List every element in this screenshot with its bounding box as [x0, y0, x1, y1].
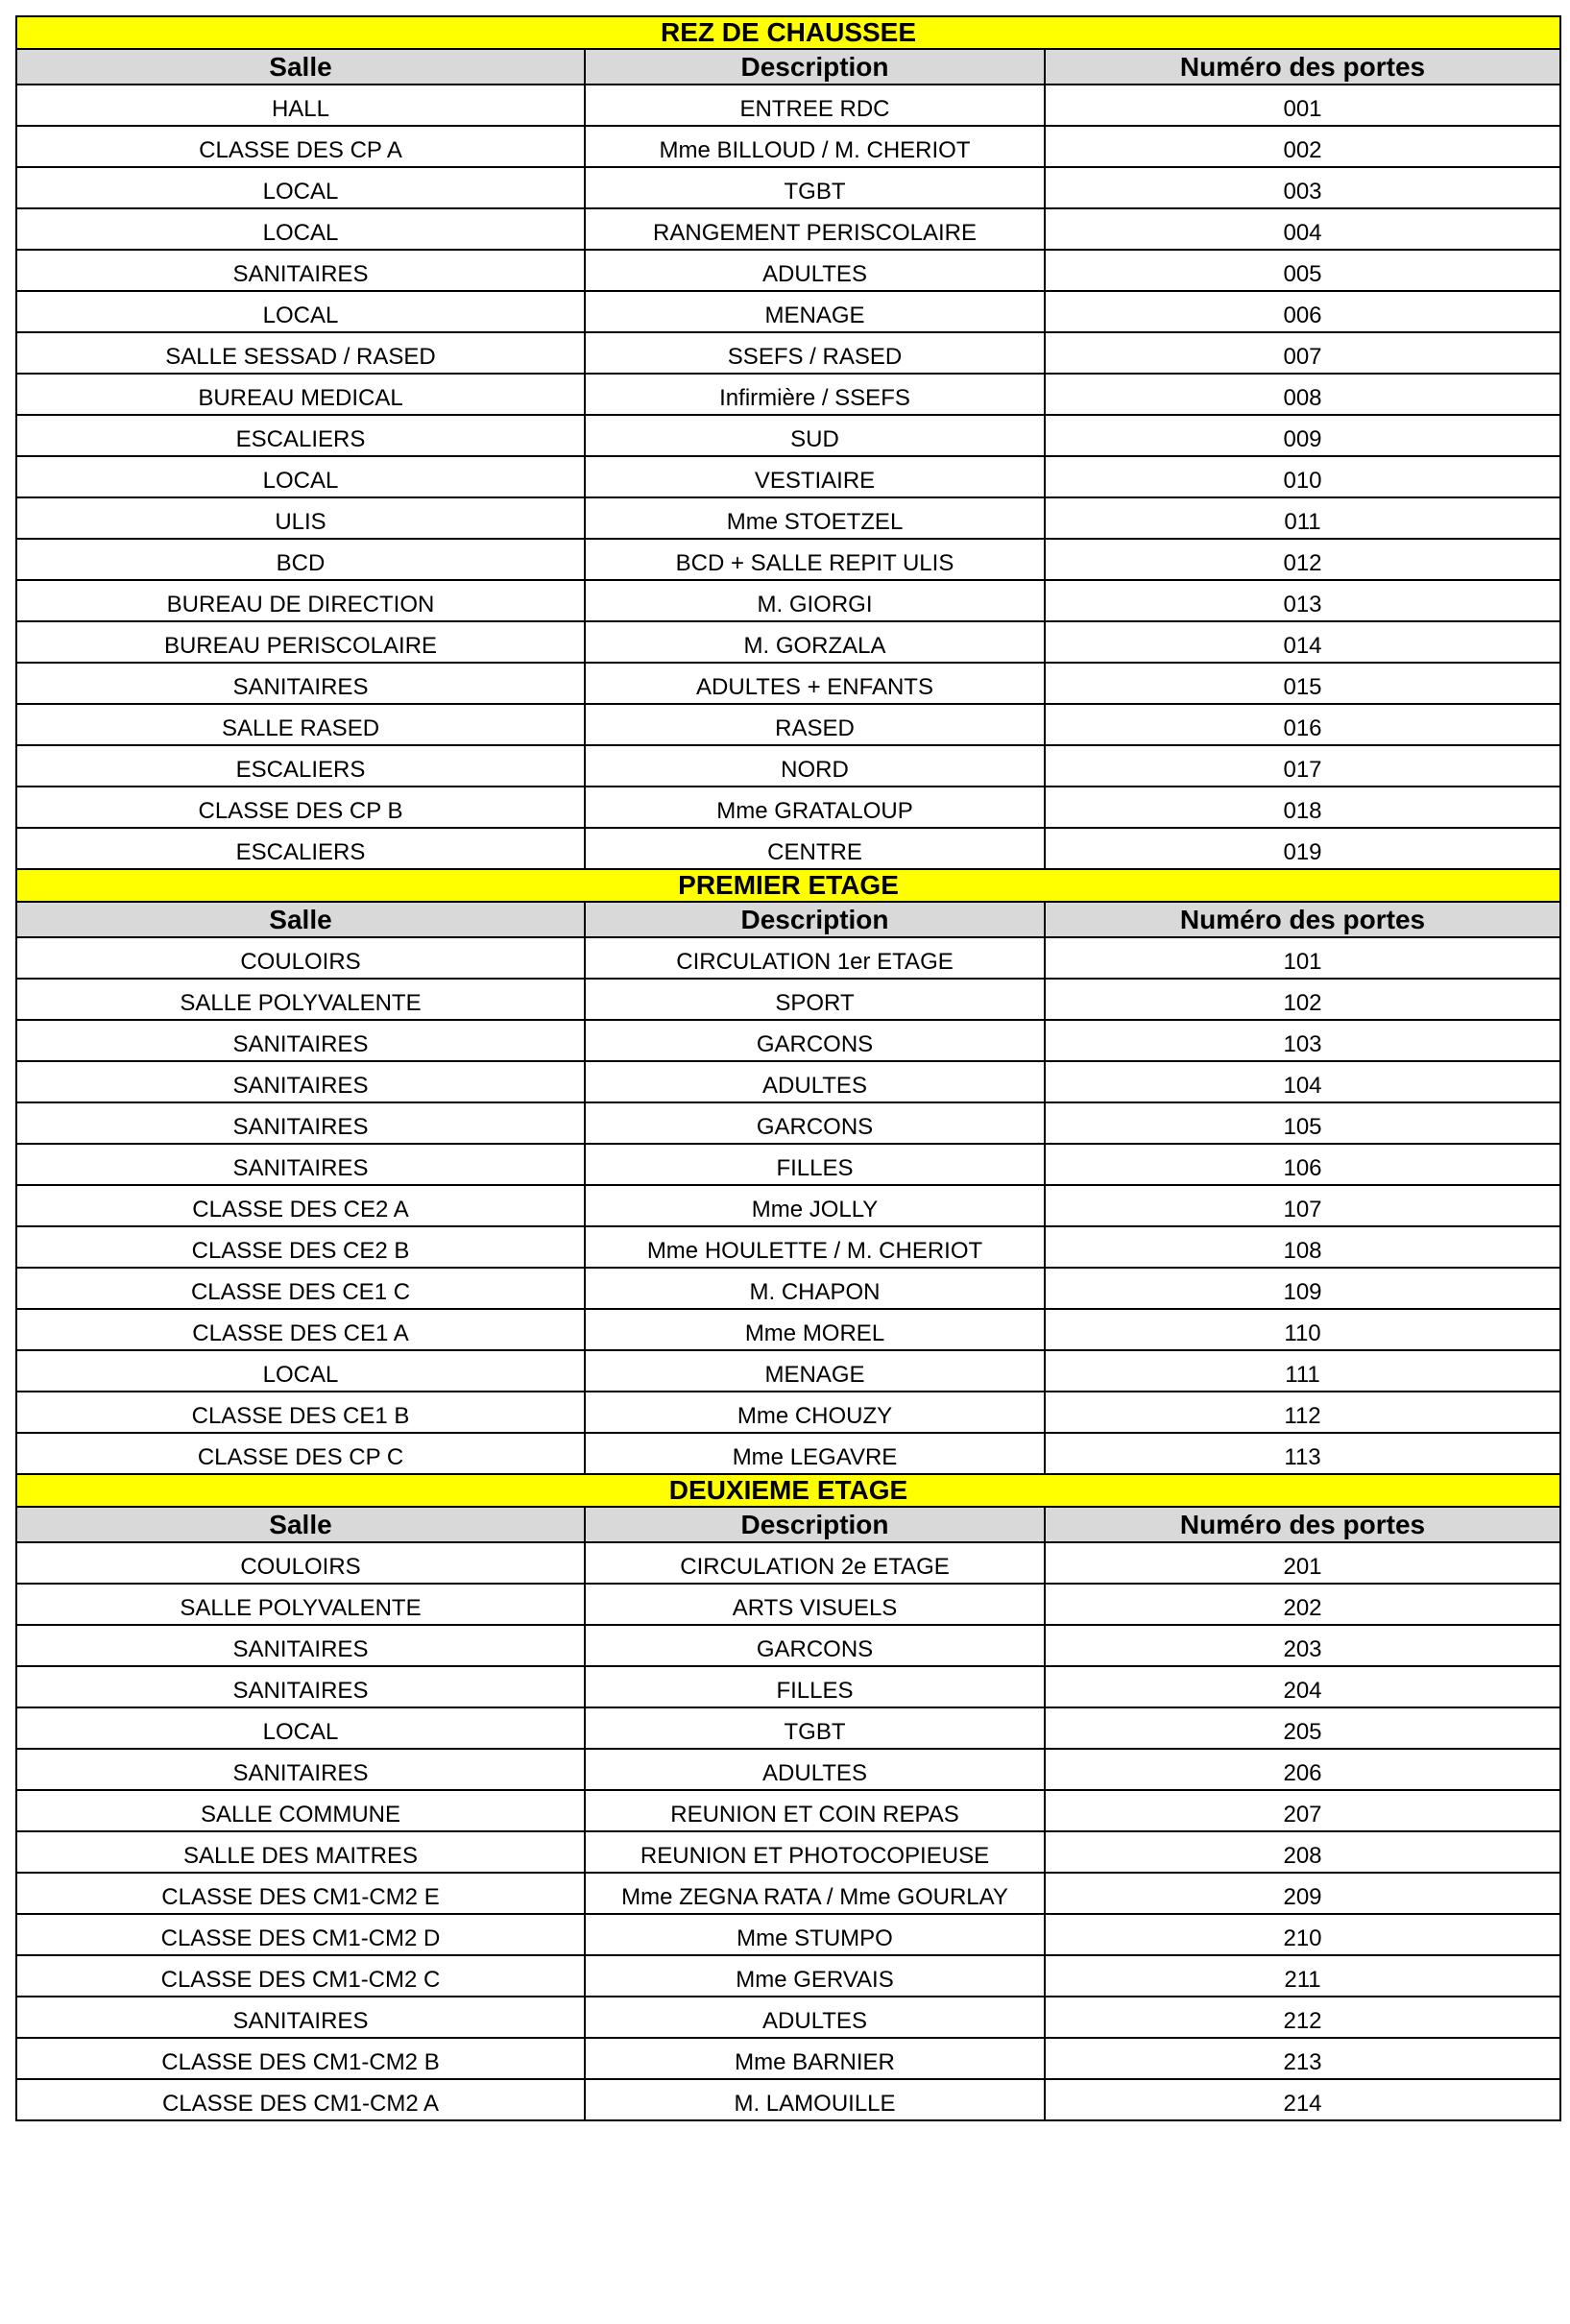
cell-salle: LOCAL — [16, 167, 585, 208]
table-row — [16, 497, 1560, 539]
section-title: REZ DE CHAUSSEE — [16, 16, 1560, 49]
cell-salle: SANITAIRES — [16, 1102, 585, 1144]
header-salle: Salle — [16, 1507, 585, 1542]
cell-salle: SANITAIRES — [16, 1666, 585, 1707]
cell-description: Mme LEGAVRE — [585, 1433, 1045, 1474]
section-title: PREMIER ETAGE — [16, 869, 1560, 902]
cell-numero: 005 — [1045, 250, 1560, 291]
table-row — [16, 580, 1560, 621]
table-row — [16, 1433, 1560, 1474]
cell-salle: SANITAIRES — [16, 1625, 585, 1666]
cell-description: RANGEMENT PERISCOLAIRE — [585, 208, 1045, 250]
cell-salle: SANITAIRES — [16, 1020, 585, 1061]
cell-numero: 011 — [1045, 497, 1560, 539]
cell-numero: 212 — [1045, 1997, 1560, 2038]
cell-numero: 106 — [1045, 1144, 1560, 1185]
cell-description: NORD — [585, 745, 1045, 787]
table-row — [16, 1268, 1560, 1309]
cell-numero: 107 — [1045, 1185, 1560, 1226]
cell-description: GARCONS — [585, 1020, 1045, 1061]
table-row — [16, 456, 1560, 497]
cell-salle: BUREAU PERISCOLAIRE — [16, 621, 585, 663]
cell-description: Mme BARNIER — [585, 2038, 1045, 2079]
table-row — [16, 1144, 1560, 1185]
cell-description: ENTREE RDC — [585, 85, 1045, 126]
table-row — [16, 979, 1560, 1020]
cell-numero: 204 — [1045, 1666, 1560, 1707]
cell-salle: ULIS — [16, 497, 585, 539]
table-row — [16, 745, 1560, 787]
cell-description: Mme GRATALOUP — [585, 787, 1045, 828]
cell-salle: ESCALIERS — [16, 828, 585, 869]
cell-description: M. GORZALA — [585, 621, 1045, 663]
cell-salle: ESCALIERS — [16, 745, 585, 787]
cell-numero: 015 — [1045, 663, 1560, 704]
section-title-row — [16, 1474, 1560, 1507]
cell-description: Mme JOLLY — [585, 1185, 1045, 1226]
cell-description: GARCONS — [585, 1625, 1045, 1666]
table-row — [16, 1831, 1560, 1873]
table-row — [16, 1997, 1560, 2038]
table-row — [16, 1584, 1560, 1625]
table-row — [16, 787, 1560, 828]
table-row — [16, 1309, 1560, 1350]
cell-salle: LOCAL — [16, 1350, 585, 1392]
cell-description: SSEFS / RASED — [585, 332, 1045, 374]
table-row — [16, 1061, 1560, 1102]
cell-numero: 203 — [1045, 1625, 1560, 1666]
table-row — [16, 1707, 1560, 1749]
table-row — [16, 250, 1560, 291]
cell-numero: 213 — [1045, 2038, 1560, 2079]
table-row — [16, 828, 1560, 869]
table-row — [16, 1020, 1560, 1061]
cell-salle: BUREAU MEDICAL — [16, 374, 585, 415]
header-salle: Salle — [16, 49, 585, 85]
cell-description: ADULTES — [585, 1061, 1045, 1102]
table-row — [16, 1542, 1560, 1584]
cell-salle: CLASSE DES CE1 C — [16, 1268, 585, 1309]
column-header-row — [16, 1507, 1560, 1542]
cell-numero: 211 — [1045, 1955, 1560, 1997]
door-numbers-table — [15, 15, 1561, 2121]
cell-numero: 019 — [1045, 828, 1560, 869]
cell-salle: CLASSE DES CM1-CM2 B — [16, 2038, 585, 2079]
cell-numero: 110 — [1045, 1309, 1560, 1350]
table-row — [16, 1102, 1560, 1144]
cell-salle: SALLE POLYVALENTE — [16, 1584, 585, 1625]
cell-salle: LOCAL — [16, 291, 585, 332]
cell-salle: BCD — [16, 539, 585, 580]
table-row — [16, 937, 1560, 979]
table-row — [16, 1625, 1560, 1666]
cell-description: Mme MOREL — [585, 1309, 1045, 1350]
cell-description: TGBT — [585, 167, 1045, 208]
header-description: Description — [585, 902, 1045, 937]
cell-numero: 112 — [1045, 1392, 1560, 1433]
cell-numero: 201 — [1045, 1542, 1560, 1584]
cell-description: BCD + SALLE REPIT ULIS — [585, 539, 1045, 580]
cell-description: ARTS VISUELS — [585, 1584, 1045, 1625]
cell-numero: 003 — [1045, 167, 1560, 208]
table-row — [16, 1226, 1560, 1268]
cell-salle: SANITAIRES — [16, 1144, 585, 1185]
cell-salle: SANITAIRES — [16, 1061, 585, 1102]
table-row — [16, 208, 1560, 250]
cell-numero: 113 — [1045, 1433, 1560, 1474]
cell-numero: 004 — [1045, 208, 1560, 250]
header-description: Description — [585, 1507, 1045, 1542]
table-row — [16, 415, 1560, 456]
cell-salle: SALLE POLYVALENTE — [16, 979, 585, 1020]
cell-description: Mme ZEGNA RATA / Mme GOURLAY — [585, 1873, 1045, 1914]
cell-numero: 208 — [1045, 1831, 1560, 1873]
cell-numero: 103 — [1045, 1020, 1560, 1061]
table-row — [16, 2038, 1560, 2079]
cell-description: Mme STOETZEL — [585, 497, 1045, 539]
table-row — [16, 1873, 1560, 1914]
cell-salle: SALLE COMMUNE — [16, 1790, 585, 1831]
table-row — [16, 1185, 1560, 1226]
table-row — [16, 1666, 1560, 1707]
section-title-row — [16, 16, 1560, 49]
cell-salle: LOCAL — [16, 456, 585, 497]
table-row — [16, 374, 1560, 415]
cell-numero: 108 — [1045, 1226, 1560, 1268]
cell-numero: 202 — [1045, 1584, 1560, 1625]
header-numero: Numéro des portes — [1045, 1507, 1560, 1542]
table-row — [16, 2079, 1560, 2120]
cell-description: ADULTES — [585, 1997, 1045, 2038]
table-row — [16, 167, 1560, 208]
cell-salle: CLASSE DES CM1-CM2 A — [16, 2079, 585, 2120]
cell-salle: SANITAIRES — [16, 1997, 585, 2038]
cell-numero: 012 — [1045, 539, 1560, 580]
table-body — [16, 16, 1560, 2120]
section-title-row — [16, 869, 1560, 902]
cell-description: Mme BILLOUD / M. CHERIOT — [585, 126, 1045, 167]
cell-salle: BUREAU DE DIRECTION — [16, 580, 585, 621]
table-row — [16, 85, 1560, 126]
cell-description: FILLES — [585, 1666, 1045, 1707]
cell-numero: 102 — [1045, 979, 1560, 1020]
cell-description: REUNION ET COIN REPAS — [585, 1790, 1045, 1831]
cell-numero: 002 — [1045, 126, 1560, 167]
cell-salle: LOCAL — [16, 1707, 585, 1749]
cell-description: Mme STUMPO — [585, 1914, 1045, 1955]
cell-description: Mme HOULETTE / M. CHERIOT — [585, 1226, 1045, 1268]
cell-numero: 207 — [1045, 1790, 1560, 1831]
cell-description: SUD — [585, 415, 1045, 456]
cell-description: M. CHAPON — [585, 1268, 1045, 1309]
cell-description: M. GIORGI — [585, 580, 1045, 621]
table-row — [16, 291, 1560, 332]
cell-numero: 014 — [1045, 621, 1560, 663]
cell-description: CENTRE — [585, 828, 1045, 869]
cell-description: Mme CHOUZY — [585, 1392, 1045, 1433]
cell-salle: CLASSE DES CE1 B — [16, 1392, 585, 1433]
cell-numero: 111 — [1045, 1350, 1560, 1392]
header-numero: Numéro des portes — [1045, 902, 1560, 937]
cell-description: RASED — [585, 704, 1045, 745]
cell-numero: 010 — [1045, 456, 1560, 497]
table-row — [16, 332, 1560, 374]
table-row — [16, 621, 1560, 663]
cell-description: Mme GERVAIS — [585, 1955, 1045, 1997]
table-row — [16, 704, 1560, 745]
cell-salle: CLASSE DES CE1 A — [16, 1309, 585, 1350]
cell-salle: SANITAIRES — [16, 663, 585, 704]
cell-numero: 210 — [1045, 1914, 1560, 1955]
header-salle: Salle — [16, 902, 585, 937]
cell-numero: 007 — [1045, 332, 1560, 374]
cell-salle: LOCAL — [16, 208, 585, 250]
cell-salle: COULOIRS — [16, 1542, 585, 1584]
cell-description: MENAGE — [585, 1350, 1045, 1392]
cell-description: ADULTES + ENFANTS — [585, 663, 1045, 704]
cell-salle: CLASSE DES CP A — [16, 126, 585, 167]
cell-description: M. LAMOUILLE — [585, 2079, 1045, 2120]
table-row — [16, 663, 1560, 704]
table-row — [16, 1392, 1560, 1433]
cell-salle: SANITAIRES — [16, 250, 585, 291]
cell-description: ADULTES — [585, 1749, 1045, 1790]
cell-salle: ESCALIERS — [16, 415, 585, 456]
table-row — [16, 126, 1560, 167]
cell-numero: 017 — [1045, 745, 1560, 787]
cell-description: CIRCULATION 2e ETAGE — [585, 1542, 1045, 1584]
table-row — [16, 539, 1560, 580]
cell-numero: 018 — [1045, 787, 1560, 828]
cell-numero: 008 — [1045, 374, 1560, 415]
cell-numero: 109 — [1045, 1268, 1560, 1309]
cell-description: REUNION ET PHOTOCOPIEUSE — [585, 1831, 1045, 1873]
cell-numero: 001 — [1045, 85, 1560, 126]
cell-salle: CLASSE DES CM1-CM2 D — [16, 1914, 585, 1955]
cell-description: GARCONS — [585, 1102, 1045, 1144]
cell-numero: 101 — [1045, 937, 1560, 979]
table-row — [16, 1955, 1560, 1997]
cell-salle: CLASSE DES CM1-CM2 E — [16, 1873, 585, 1914]
cell-salle: SANITAIRES — [16, 1749, 585, 1790]
header-numero: Numéro des portes — [1045, 49, 1560, 85]
cell-numero: 006 — [1045, 291, 1560, 332]
cell-description: CIRCULATION 1er ETAGE — [585, 937, 1045, 979]
cell-numero: 105 — [1045, 1102, 1560, 1144]
cell-numero: 205 — [1045, 1707, 1560, 1749]
cell-description: FILLES — [585, 1144, 1045, 1185]
table-row — [16, 1914, 1560, 1955]
cell-salle: SALLE SESSAD / RASED — [16, 332, 585, 374]
cell-description: TGBT — [585, 1707, 1045, 1749]
cell-salle: SALLE RASED — [16, 704, 585, 745]
cell-salle: CLASSE DES CP C — [16, 1433, 585, 1474]
cell-numero: 009 — [1045, 415, 1560, 456]
header-description: Description — [585, 49, 1045, 85]
cell-salle: CLASSE DES CE2 A — [16, 1185, 585, 1226]
table-row — [16, 1790, 1560, 1831]
cell-description: SPORT — [585, 979, 1045, 1020]
cell-numero: 214 — [1045, 2079, 1560, 2120]
cell-salle: CLASSE DES CM1-CM2 C — [16, 1955, 585, 1997]
cell-salle: COULOIRS — [16, 937, 585, 979]
cell-description: MENAGE — [585, 291, 1045, 332]
cell-description: Infirmière / SSEFS — [585, 374, 1045, 415]
cell-numero: 209 — [1045, 1873, 1560, 1914]
cell-numero: 104 — [1045, 1061, 1560, 1102]
column-header-row — [16, 49, 1560, 85]
cell-description: VESTIAIRE — [585, 456, 1045, 497]
cell-salle: HALL — [16, 85, 585, 126]
section-title: DEUXIEME ETAGE — [16, 1474, 1560, 1507]
cell-numero: 206 — [1045, 1749, 1560, 1790]
cell-description: ADULTES — [585, 250, 1045, 291]
cell-salle: CLASSE DES CP B — [16, 787, 585, 828]
cell-salle: SALLE DES MAITRES — [16, 1831, 585, 1873]
table-row — [16, 1749, 1560, 1790]
table-row — [16, 1350, 1560, 1392]
cell-numero: 013 — [1045, 580, 1560, 621]
column-header-row — [16, 902, 1560, 937]
cell-numero: 016 — [1045, 704, 1560, 745]
cell-salle: CLASSE DES CE2 B — [16, 1226, 585, 1268]
